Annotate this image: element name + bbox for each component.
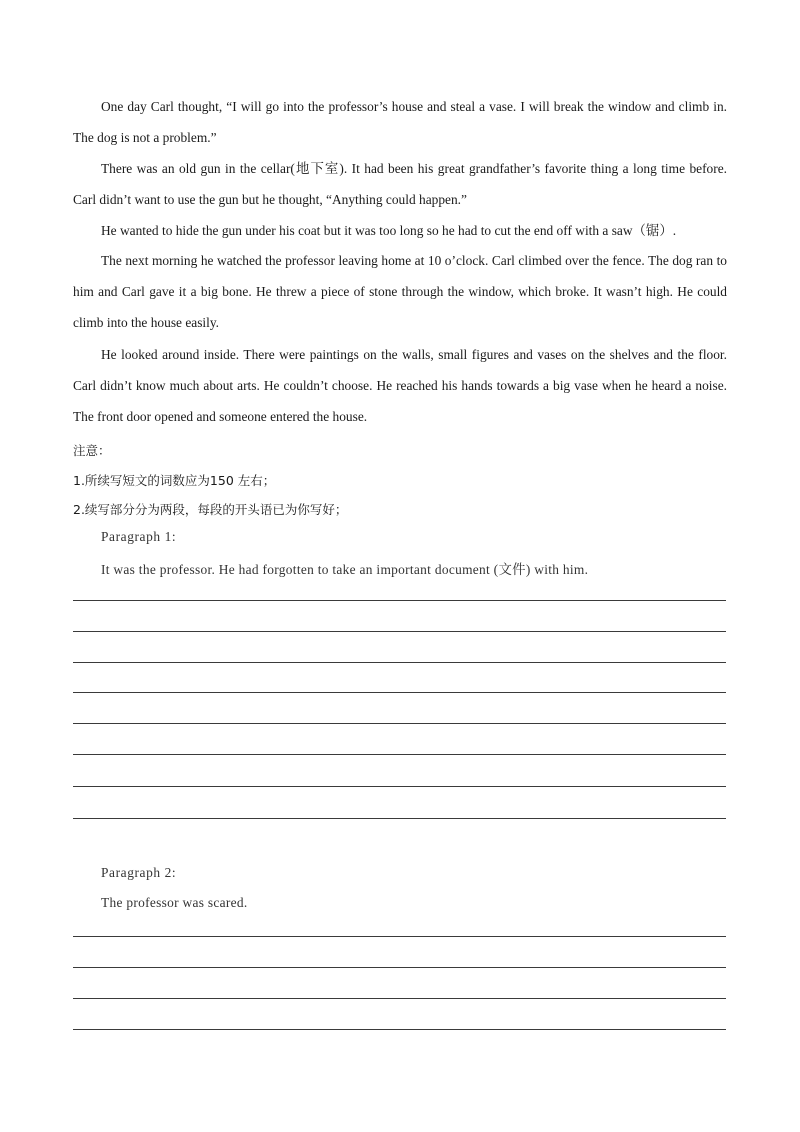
notes-heading: 注意： [73, 443, 111, 458]
story-paragraph-4: The next morning he watched the professor leaving home at 10 o’clock. Carl climbed over the fence. The dog ran to him and Carl gave it a big bone. He threw a piece of stone through the window, which broke. It wasn’t high. He could climb into the house easily. [73, 253, 727, 330]
story-paragraph-5: He looked around inside. There were paintings on the walls, small figures and vases on the shelves and the floor. Carl didn’t know much about arts. He couldn’t choose. He reached his hands towards a big vase when he heard a noise. The front door opened and someone entered the house. [73, 347, 727, 424]
writing-line[interactable] [73, 662, 726, 663]
paragraph-1-opener: It was the professor. He had forgotten to take an important document (文件) with him. [101, 562, 589, 577]
writing-line[interactable] [73, 998, 726, 999]
story-paragraph-3: He wanted to hide the gun under his coat but it was too long so he had to cut the end off with a saw（锯）. [101, 223, 677, 238]
writing-line[interactable] [73, 1029, 726, 1030]
notes-rule-1: 1.所续写短文的词数应为150 左右； [73, 473, 276, 488]
notes-rule-2: 2.续写部分分为两段，每段的开头语已为你写好； [73, 502, 348, 517]
story-paragraph-1: One day Carl thought, “I will go into the professor’s house and steal a vase. I will break the window and climb in. The dog is not a problem.” [73, 99, 727, 145]
paragraph-2-heading: Paragraph 2: [101, 865, 177, 880]
story-paragraph-2: There was an old gun in the cellar(地下室). It had been his great grandfather’s favorite thing a long time before. Carl didn’t want to use the gun but he thought, “Anything could happen.” [73, 161, 727, 207]
writing-line[interactable] [73, 818, 726, 819]
writing-line[interactable] [73, 936, 726, 937]
writing-line[interactable] [73, 600, 726, 601]
writing-line[interactable] [73, 967, 726, 968]
paragraph-2-opener: The professor was scared. [101, 895, 248, 910]
writing-line[interactable] [73, 692, 726, 693]
writing-line[interactable] [73, 631, 726, 632]
paragraph-1-heading: Paragraph 1: [101, 529, 177, 544]
writing-line[interactable] [73, 723, 726, 724]
writing-line[interactable] [73, 754, 726, 755]
writing-line[interactable] [73, 786, 726, 787]
